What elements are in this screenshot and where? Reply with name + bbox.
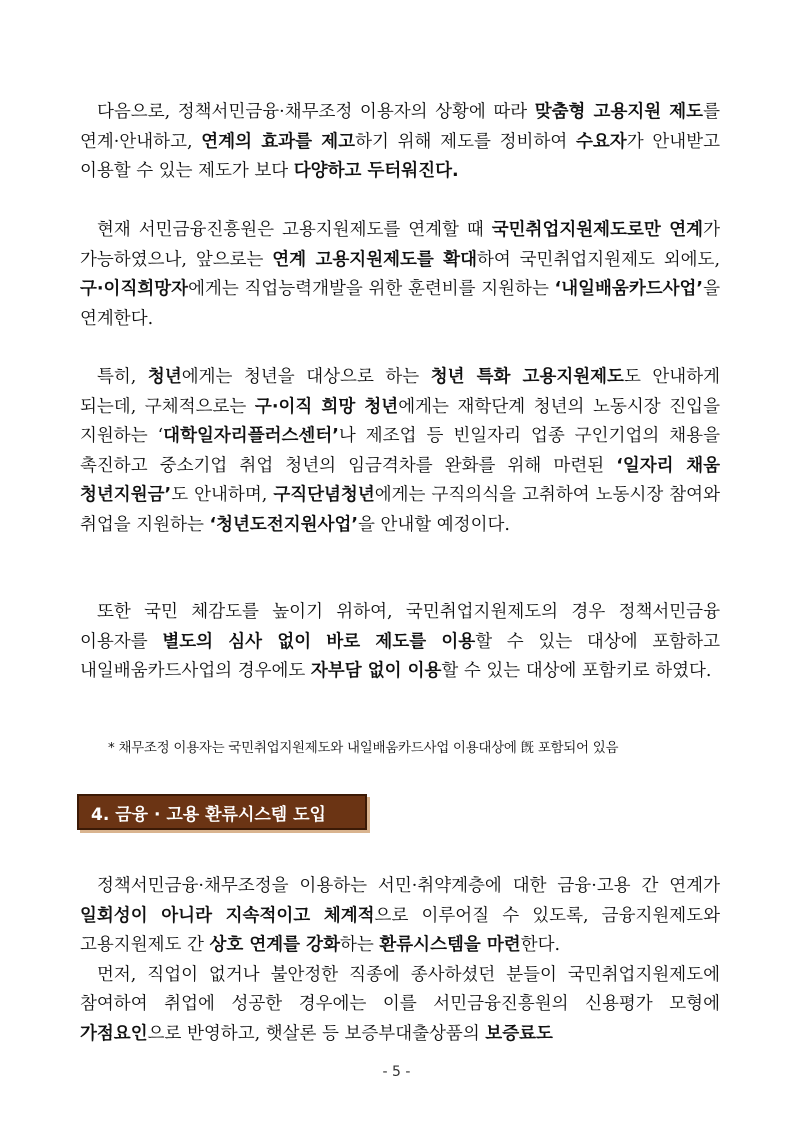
emphasis-text: 보증료도 bbox=[485, 1023, 553, 1044]
emphasis-text: 청년 bbox=[147, 367, 182, 387]
emphasis-text: 국민취업지원제도로만 연계 bbox=[491, 220, 704, 240]
emphasis-text: ‘일자리 채움 청년지원금’ bbox=[80, 455, 721, 505]
section-title: 4. 금융 · 고용 환류시스템 도입 bbox=[91, 804, 326, 825]
body-text: 현재 서민금융진흥원은 고용지원제도를 연계할 때 bbox=[97, 220, 492, 240]
emphasis-text: 상호 연계를 강화 bbox=[209, 935, 340, 955]
page-number: - 5 - bbox=[382, 1064, 411, 1080]
body-text: 을 연계한다. bbox=[80, 279, 720, 329]
body-text: 한다. bbox=[520, 935, 561, 955]
body-text: 에게는 청년을 대상으로 하는 bbox=[181, 367, 431, 387]
emphasis-text: 가점요인 bbox=[80, 1023, 148, 1044]
footnote: * 채무조정 이용자는 국민취업지원제도와 내일배움카드사업 이용대상에 旣 포함되어 있음 bbox=[108, 740, 619, 756]
body-text: 할 수 있는 대상에 포함하고 내일배움카드사업의 경우에도 bbox=[80, 631, 720, 681]
emphasis-text: 구직단념청년 bbox=[273, 485, 375, 505]
body-text: 를 연계·안내하고, bbox=[80, 102, 720, 152]
emphasis-text: ‘청년도전지원사업’ bbox=[209, 514, 359, 535]
emphasis-text: 연계 고용지원제도를 확대 bbox=[272, 249, 477, 270]
body-text: 특히, bbox=[97, 367, 148, 387]
body-text: 또한 국민 체감도를 높이기 위하여, 국민취업지원제도의 경우 정책서민금융 이용자를 bbox=[80, 602, 720, 652]
paragraph-tailored-employment-support bbox=[80, 98, 720, 187]
emphasis-text: 청년 특화 고용지원제도 bbox=[430, 367, 624, 387]
emphasis-text: 환류시스템을 마련 bbox=[379, 935, 521, 955]
body-text: 에게는 재학단계 청년의 노동시장 진입을 지원하는 ‘ bbox=[80, 396, 720, 446]
emphasis-text: 연계의 효과를 제고 bbox=[201, 131, 356, 152]
paragraph-eligibility-expansion bbox=[80, 598, 720, 687]
body-text: 하는 bbox=[340, 935, 380, 955]
body-text: 할 수 있는 대상에 포함키로 하였다. bbox=[441, 661, 712, 681]
emphasis-text: 구·이직 희망 청년 bbox=[254, 396, 399, 417]
body-text: 에게는 구직의식을 고취하여 노동시장 참여와 취업을 지원하는 bbox=[80, 485, 720, 535]
body-text: 으로 이루어질 수 있도록, 금융지원제도와 고용지원제도 간 bbox=[80, 905, 720, 955]
emphasis-text: 별도의 심사 없이 바로 제도를 이용 bbox=[162, 631, 476, 652]
paragraph-feedback-system bbox=[80, 872, 720, 1049]
body-text: 하여 국민취업지원제도 외에도, bbox=[477, 249, 721, 270]
body-text: 먼저, 직업이 없거나 불안정한 직종에 종사하셨던 분들이 국민취업지원제도에 참여하여 취업에 성공한 경우에는 이를 서민금융진흥원의 신용평가 모형에 bbox=[80, 964, 720, 1014]
emphasis-text: 대학일자리플러스센터’ bbox=[163, 426, 339, 446]
paragraph-youth-employment-programs bbox=[80, 363, 720, 540]
emphasis-text: 일회성이 아니라 지속적이고 체계적 bbox=[80, 905, 375, 926]
body-text: 정책서민금융·채무조정을 이용하는 서민·취약계층에 대한 금융·고용 간 연계가 bbox=[97, 876, 720, 896]
body-text: 도 안내하며, bbox=[171, 485, 274, 505]
paragraph-expanded-employment-programs bbox=[80, 216, 720, 334]
body-text: 하기 위해 제도를 정비하여 bbox=[355, 131, 576, 152]
emphasis-text: 다양하고 두터워진다. bbox=[293, 161, 459, 181]
emphasis-text: 자부담 없이 이용 bbox=[310, 661, 442, 681]
body-text: 가 가능하였으나, 앞으로는 bbox=[80, 220, 720, 270]
body-text: 으로 반영하고, 햇살론 등 보증부대출상품의 bbox=[147, 1023, 486, 1044]
section-heading bbox=[77, 794, 367, 830]
emphasis-text: 수요자 bbox=[576, 131, 627, 152]
emphasis-text: 맞춤형 고용지원 제도 bbox=[534, 102, 704, 122]
body-text: 나 제조업 등 빈일자리 업종 구인기업의 채용을 촉진하고 중소기업 취업 청년의 임금격차를 완화를 위해 마련된 bbox=[80, 426, 720, 476]
emphasis-text: 구·이직희망자 bbox=[80, 279, 189, 299]
body-text: 가 안내받고 이용할 수 있는 제도가 보다 bbox=[80, 131, 720, 181]
body-text: 다음으로, 정책서민금융·채무조정 이용자의 상황에 따라 bbox=[97, 102, 535, 122]
body-text: 에게는 직업능력개발을 위한 훈련비를 지원하는 bbox=[188, 279, 555, 299]
body-text: 을 안내할 예정이다. bbox=[358, 514, 510, 535]
body-text: 도 안내하게 되는데, 구체적으로는 bbox=[80, 367, 720, 417]
emphasis-text: ‘내일배움카드사업’ bbox=[554, 279, 704, 299]
